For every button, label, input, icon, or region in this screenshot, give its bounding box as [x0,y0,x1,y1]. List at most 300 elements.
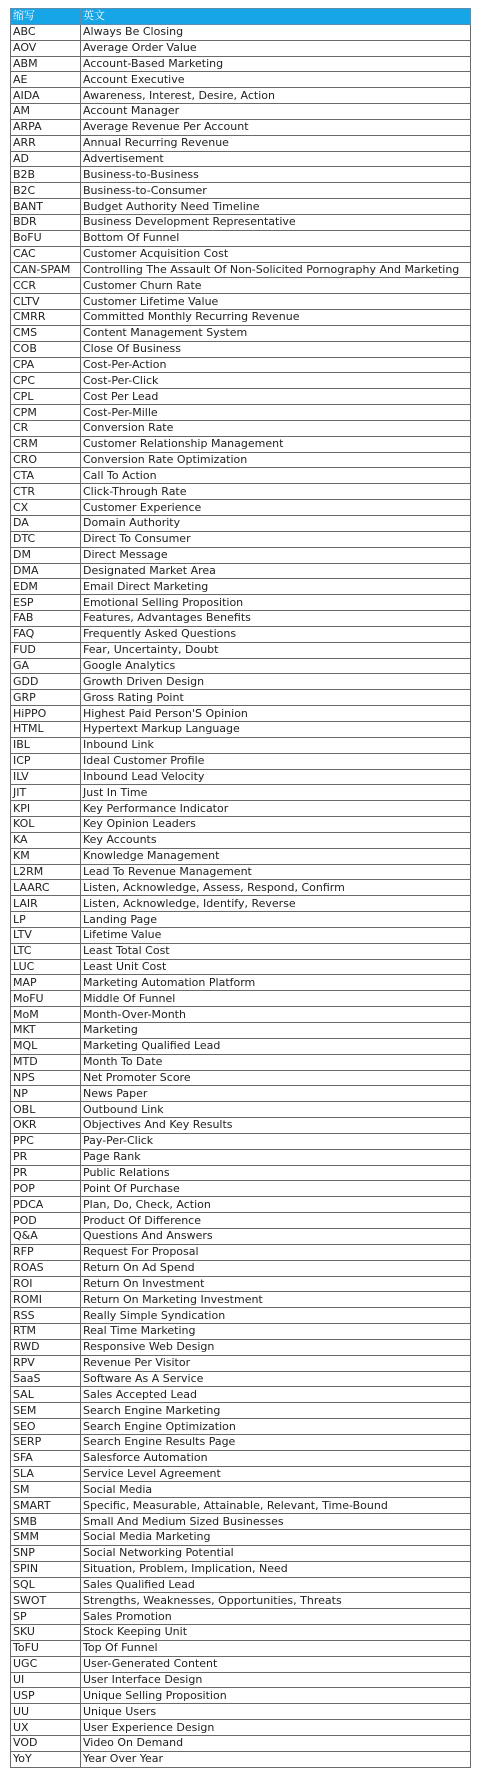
english-cell[interactable]: Knowledge Management [81,848,471,864]
english-cell[interactable]: Video On Demand [81,1735,471,1751]
abbreviation-cell[interactable]: B2C [11,183,81,199]
table-row [11,1324,471,1340]
english-cell[interactable]: Business-to-Consumer [81,183,471,199]
abbreviation-cell[interactable]: POP [11,1181,81,1197]
table-row [11,500,471,516]
english-cell[interactable]: Annual Recurring Revenue [81,135,471,151]
table-row [11,864,471,880]
abbreviation-cell[interactable]: UU [11,1704,81,1720]
abbreviation-cell[interactable]: SLA [11,1466,81,1482]
english-cell[interactable]: Sales Qualified Lead [81,1577,471,1593]
abbreviation-cell[interactable]: CLTV [11,294,81,310]
table-row [11,151,471,167]
abbreviation-cell[interactable]: KM [11,848,81,864]
english-cell[interactable]: Ideal Customer Profile [81,753,471,769]
table-row [11,1419,471,1435]
english-cell[interactable]: Unique Selling Proposition [81,1688,471,1704]
abbreviation-cell[interactable]: BoFU [11,230,81,246]
english-cell[interactable]: Sales Promotion [81,1609,471,1625]
english-cell[interactable]: Salesforce Automation [81,1450,471,1466]
english-cell[interactable]: Committed Monthly Recurring Revenue [81,310,471,326]
abbreviation-cell[interactable]: DA [11,516,81,532]
table-row [11,1308,471,1324]
table-row [11,135,471,151]
english-cell[interactable]: Direct To Consumer [81,531,471,547]
table-row [11,611,471,627]
english-cell[interactable]: Year Over Year [81,1751,471,1767]
table-row [11,24,471,40]
abbreviation-cell[interactable]: CAN-SPAM [11,262,81,278]
table-row [11,1625,471,1641]
english-cell[interactable]: Call To Action [81,468,471,484]
english-cell[interactable]: Account-Based Marketing [81,56,471,72]
table-row [11,262,471,278]
table-row [11,1339,471,1355]
english-cell[interactable]: Least Total Cost [81,943,471,959]
abbreviation-cell[interactable]: AIDA [11,88,81,104]
abbreviation-cell[interactable]: RFP [11,1244,81,1260]
abbreviation-cell[interactable]: LTV [11,927,81,943]
english-cell[interactable]: Marketing Automation Platform [81,975,471,991]
english-cell[interactable]: Month To Date [81,1054,471,1070]
abbreviation-cell[interactable]: ROMI [11,1292,81,1308]
abbreviation-cell[interactable]: RPV [11,1355,81,1371]
abbreviation-cell[interactable]: SQL [11,1577,81,1593]
english-cell[interactable]: Really Simple Syndication [81,1308,471,1324]
table-row [11,1149,471,1165]
abbreviation-cell[interactable]: CPC [11,373,81,389]
abbreviation-cell[interactable]: CX [11,500,81,516]
abbreviation-cell[interactable]: AM [11,104,81,120]
table-row [11,357,471,373]
abbreviation-cell[interactable]: KPI [11,801,81,817]
english-cell[interactable]: Strengths, Weaknesses, Opportunities, Threats [81,1593,471,1609]
english-cell[interactable]: Unique Users [81,1704,471,1720]
english-cell[interactable]: Average Revenue Per Account [81,119,471,135]
english-cell[interactable]: Lead To Revenue Management [81,864,471,880]
table-row [11,1656,471,1672]
table-row [11,325,471,341]
abbreviation-cell[interactable]: HTML [11,721,81,737]
table-row [11,896,471,912]
english-cell[interactable]: Return On Investment [81,1276,471,1292]
abbreviation-cell[interactable]: PPC [11,1133,81,1149]
english-cell[interactable]: Pay-Per-Click [81,1133,471,1149]
table-row [11,943,471,959]
table-row [11,1640,471,1656]
table-row [11,753,471,769]
abbreviation-cell[interactable]: ESP [11,595,81,611]
english-cell[interactable]: Point Of Purchase [81,1181,471,1197]
abbreviation-cell[interactable]: MTD [11,1054,81,1070]
english-cell[interactable]: Cost-Per-Mille [81,405,471,421]
english-cell[interactable]: Always Be Closing [81,24,471,40]
abbreviation-cell[interactable]: FAQ [11,626,81,642]
table-row [11,737,471,753]
table-row [11,278,471,294]
english-cell[interactable]: Awareness, Interest, Desire, Action [81,88,471,104]
abbreviation-cell[interactable]: PDCA [11,1197,81,1213]
table-row [11,246,471,262]
english-cell[interactable]: Top Of Funnel [81,1640,471,1656]
abbreviation-cell[interactable]: SERP [11,1434,81,1450]
glossary-sheet [10,8,470,1768]
abbreviation-cell[interactable]: CCR [11,278,81,294]
english-cell[interactable]: Customer Churn Rate [81,278,471,294]
english-cell[interactable]: News Paper [81,1086,471,1102]
english-cell[interactable]: Situation, Problem, Implication, Need [81,1561,471,1577]
english-cell[interactable]: Key Accounts [81,832,471,848]
abbreviation-cell[interactable]: NP [11,1086,81,1102]
english-cell[interactable]: Conversion Rate [81,420,471,436]
abbreviation-cell[interactable]: MKT [11,1023,81,1039]
abbreviation-cell[interactable]: RSS [11,1308,81,1324]
abbreviation-cell[interactable]: LAIR [11,896,81,912]
english-cell[interactable]: Middle Of Funnel [81,991,471,1007]
english-cell[interactable]: Landing Page [81,912,471,928]
abbreviation-cell[interactable]: SP [11,1609,81,1625]
abbreviation-cell[interactable]: CTA [11,468,81,484]
english-cell[interactable]: Cost Per Lead [81,389,471,405]
abbreviation-cell[interactable]: PR [11,1165,81,1181]
table-row [11,579,471,595]
english-cell[interactable]: Inbound Lead Velocity [81,769,471,785]
abbreviation-cell[interactable]: BANT [11,199,81,215]
english-cell[interactable]: Growth Driven Design [81,674,471,690]
abbreviation-cell[interactable]: CPL [11,389,81,405]
table-row [11,547,471,563]
table-row [11,1688,471,1704]
english-cell[interactable]: Customer Relationship Management [81,436,471,452]
abbreviation-cell[interactable]: SKU [11,1625,81,1641]
table-row [11,183,471,199]
abbreviation-cell[interactable]: CRO [11,452,81,468]
english-cell[interactable]: Fear, Uncertainty, Doubt [81,642,471,658]
table-row [11,1672,471,1688]
abbreviation-cell[interactable]: ROI [11,1276,81,1292]
english-cell[interactable]: Social Networking Potential [81,1545,471,1561]
english-cell[interactable]: Cost-Per-Action [81,357,471,373]
abbreviation-cell[interactable]: ILV [11,769,81,785]
table-row [11,1102,471,1118]
table-row [11,1165,471,1181]
table-row [11,626,471,642]
table-row [11,927,471,943]
english-cell[interactable]: Social Media Marketing [81,1530,471,1546]
abbreviation-cell[interactable]: GDD [11,674,81,690]
english-cell[interactable]: Marketing [81,1023,471,1039]
english-cell[interactable]: Lifetime Value [81,927,471,943]
english-cell[interactable]: Conversion Rate Optimization [81,452,471,468]
english-cell[interactable]: Business-to-Business [81,167,471,183]
table-row [11,104,471,120]
english-cell[interactable]: Social Media [81,1482,471,1498]
abbreviation-cell[interactable]: GA [11,658,81,674]
table-row [11,1609,471,1625]
table-row [11,1434,471,1450]
table-row [11,658,471,674]
abbreviation-cell[interactable]: UX [11,1720,81,1736]
table-row [11,1577,471,1593]
english-cell[interactable]: Email Direct Marketing [81,579,471,595]
english-cell[interactable]: Highest Paid Person'S Opinion [81,706,471,722]
table-row [11,785,471,801]
abbreviation-cell[interactable]: OKR [11,1118,81,1134]
abbreviation-cell[interactable]: MAP [11,975,81,991]
table-row [11,468,471,484]
table-row [11,310,471,326]
english-cell[interactable]: Marketing Qualified Lead [81,1038,471,1054]
abbreviation-cell[interactable]: FAB [11,611,81,627]
table-row [11,40,471,56]
abbreviation-cell[interactable]: JIT [11,785,81,801]
abbreviation-cell[interactable]: SMB [11,1514,81,1530]
english-cell[interactable]: Features, Advantages Benefits [81,611,471,627]
english-cell[interactable]: Budget Authority Need Timeline [81,199,471,215]
abbreviation-cell[interactable]: ICP [11,753,81,769]
table-row [11,1118,471,1134]
english-cell[interactable]: Key Opinion Leaders [81,817,471,833]
english-cell[interactable]: Return On Marketing Investment [81,1292,471,1308]
abbreviation-cell[interactable]: MQL [11,1038,81,1054]
english-cell[interactable]: Business Development Representative [81,214,471,230]
abbreviation-cell[interactable]: ARR [11,135,81,151]
abbreviation-cell[interactable]: YoY [11,1751,81,1767]
english-cell[interactable]: Public Relations [81,1165,471,1181]
english-cell[interactable]: Service Level Agreement [81,1466,471,1482]
table-row [11,1593,471,1609]
abbreviation-cell[interactable]: AE [11,72,81,88]
abbreviation-cell[interactable]: NPS [11,1070,81,1086]
english-cell[interactable]: Page Rank [81,1149,471,1165]
table-body [11,24,471,1767]
abbreviation-cell[interactable]: CMRR [11,310,81,326]
english-cell[interactable]: Small And Medium Sized Businesses [81,1514,471,1530]
table-row [11,690,471,706]
header-row [11,9,471,25]
english-cell[interactable]: Designated Market Area [81,563,471,579]
table-row [11,1751,471,1767]
english-cell[interactable]: Controlling The Assault Of Non-Solicited Pornography And Marketing [81,262,471,278]
english-cell[interactable]: Objectives And Key Results [81,1118,471,1134]
table-row [11,801,471,817]
english-cell[interactable]: Advertisement [81,151,471,167]
english-cell[interactable]: Month-Over-Month [81,1007,471,1023]
abbreviation-cell[interactable]: B2B [11,167,81,183]
abbreviation-cell[interactable]: FUD [11,642,81,658]
abbreviation-cell[interactable]: LUC [11,959,81,975]
abbreviation-cell[interactable]: ToFU [11,1640,81,1656]
abbreviation-cell[interactable]: GRP [11,690,81,706]
english-cell[interactable]: Customer Lifetime Value [81,294,471,310]
english-cell[interactable]: Plan, Do, Check, Action [81,1197,471,1213]
abbreviation-cell[interactable]: SM [11,1482,81,1498]
abbreviation-cell[interactable]: ABM [11,56,81,72]
abbreviation-cell[interactable]: SPIN [11,1561,81,1577]
abbreviation-cell[interactable]: IBL [11,737,81,753]
abbreviation-cell[interactable]: CPM [11,405,81,421]
english-cell[interactable]: Emotional Selling Proposition [81,595,471,611]
english-cell[interactable]: Net Promoter Score [81,1070,471,1086]
table-row [11,1260,471,1276]
abbreviation-cell[interactable]: LP [11,912,81,928]
table-row [11,294,471,310]
english-cell[interactable]: Customer Experience [81,500,471,516]
abbreviation-cell[interactable]: AOV [11,40,81,56]
english-cell[interactable]: Request For Proposal [81,1244,471,1260]
table-row [11,436,471,452]
table-row [11,769,471,785]
abbreviation-cell[interactable]: OBL [11,1102,81,1118]
abbreviation-cell[interactable]: HiPPO [11,706,81,722]
header-english[interactable]: 英文 [81,9,471,25]
abbreviation-cell[interactable]: RWD [11,1339,81,1355]
table-row [11,959,471,975]
table-row [11,912,471,928]
english-cell[interactable]: Hypertext Markup Language [81,721,471,737]
abbreviation-cell[interactable]: BDR [11,214,81,230]
abbreviation-cell[interactable]: SaaS [11,1371,81,1387]
abbreviation-cell[interactable]: SFA [11,1450,81,1466]
english-cell[interactable]: Revenue Per Visitor [81,1355,471,1371]
abbreviation-cell[interactable]: VOD [11,1735,81,1751]
english-cell[interactable]: Sales Accepted Lead [81,1387,471,1403]
abbreviation-cell[interactable]: MoM [11,1007,81,1023]
english-cell[interactable]: Domain Authority [81,516,471,532]
english-cell[interactable]: Search Engine Optimization [81,1419,471,1435]
abbreviation-cell[interactable]: DMA [11,563,81,579]
table-row [11,563,471,579]
english-cell[interactable]: Listen, Acknowledge, Identify, Reverse [81,896,471,912]
abbreviation-cell[interactable]: CMS [11,325,81,341]
table-row [11,1007,471,1023]
abbreviation-cell[interactable]: CR [11,420,81,436]
english-cell[interactable]: Customer Acquisition Cost [81,246,471,262]
abbreviation-cell[interactable]: ABC [11,24,81,40]
abbreviation-cell[interactable]: SAL [11,1387,81,1403]
english-cell[interactable]: Content Management System [81,325,471,341]
abbreviation-cell[interactable]: POD [11,1213,81,1229]
english-cell[interactable]: Responsive Web Design [81,1339,471,1355]
english-cell[interactable]: Real Time Marketing [81,1324,471,1340]
abbreviation-cell[interactable]: CRM [11,436,81,452]
abbreviation-cell[interactable]: PR [11,1149,81,1165]
abbreviation-cell[interactable]: ARPA [11,119,81,135]
abbreviation-cell[interactable]: RTM [11,1324,81,1340]
header-abbreviation[interactable]: 缩写 [11,9,81,25]
abbreviation-cell[interactable]: EDM [11,579,81,595]
table-row [11,1561,471,1577]
abbreviation-cell[interactable]: Q&A [11,1228,81,1244]
abbreviation-cell[interactable]: CPA [11,357,81,373]
english-cell[interactable]: Return On Ad Spend [81,1260,471,1276]
english-cell[interactable]: Account Executive [81,72,471,88]
table-row [11,88,471,104]
english-cell[interactable]: Average Order Value [81,40,471,56]
table-row [11,484,471,500]
table-row [11,975,471,991]
english-cell[interactable]: Just In Time [81,785,471,801]
abbreviation-cell[interactable]: LAARC [11,880,81,896]
abbreviation-cell[interactable]: SNP [11,1545,81,1561]
abbreviation-cell[interactable]: L2RM [11,864,81,880]
table-row [11,991,471,1007]
abbreviation-cell[interactable]: SMM [11,1530,81,1546]
abbreviation-cell[interactable]: CAC [11,246,81,262]
table-row [11,1450,471,1466]
table-row [11,1086,471,1102]
abbreviation-cell[interactable]: AD [11,151,81,167]
abbreviation-cell[interactable]: CTR [11,484,81,500]
abbreviation-cell[interactable]: SMART [11,1498,81,1514]
english-cell[interactable]: Search Engine Marketing [81,1403,471,1419]
english-cell[interactable]: Inbound Link [81,737,471,753]
english-cell[interactable]: User-Generated Content [81,1656,471,1672]
table-row [11,214,471,230]
abbreviation-cell[interactable]: DM [11,547,81,563]
english-cell[interactable]: Search Engine Results Page [81,1434,471,1450]
english-cell[interactable]: Close Of Business [81,341,471,357]
table-row [11,1292,471,1308]
table-row [11,1054,471,1070]
english-cell[interactable]: Listen, Acknowledge, Assess, Respond, Confirm [81,880,471,896]
english-cell[interactable]: Google Analytics [81,658,471,674]
english-cell[interactable]: Bottom Of Funnel [81,230,471,246]
table-row [11,341,471,357]
abbreviation-cell[interactable]: SEO [11,1419,81,1435]
english-cell[interactable]: Gross Rating Point [81,690,471,706]
english-cell[interactable]: Least Unit Cost [81,959,471,975]
abbreviation-cell[interactable]: USP [11,1688,81,1704]
abbreviation-cell[interactable]: MoFU [11,991,81,1007]
english-cell[interactable]: Software As A Service [81,1371,471,1387]
english-cell[interactable]: User Experience Design [81,1720,471,1736]
english-cell[interactable]: Frequently Asked Questions [81,626,471,642]
abbreviation-cell[interactable]: SWOT [11,1593,81,1609]
table-row [11,642,471,658]
english-cell[interactable]: Product Of Difference [81,1213,471,1229]
english-cell[interactable]: Cost-Per-Click [81,373,471,389]
table-row [11,230,471,246]
english-cell[interactable]: User Interface Design [81,1672,471,1688]
abbreviation-cell[interactable]: KA [11,832,81,848]
table-row [11,1704,471,1720]
english-cell[interactable]: Direct Message [81,547,471,563]
table-row [11,72,471,88]
english-cell[interactable]: Questions And Answers [81,1228,471,1244]
english-cell[interactable]: Key Performance Indicator [81,801,471,817]
english-cell[interactable]: Specific, Measurable, Attainable, Relevant, Time-Bound [81,1498,471,1514]
english-cell[interactable]: Outbound Link [81,1102,471,1118]
abbreviation-cell[interactable]: COB [11,341,81,357]
english-cell[interactable]: Click-Through Rate [81,484,471,500]
abbreviation-cell[interactable]: ROAS [11,1260,81,1276]
abbreviation-cell[interactable]: SEM [11,1403,81,1419]
english-cell[interactable]: Account Manager [81,104,471,120]
abbreviation-cell[interactable]: DTC [11,531,81,547]
glossary-table [10,8,471,1768]
table-row [11,1023,471,1039]
table-row [11,1735,471,1751]
english-cell[interactable]: Stock Keeping Unit [81,1625,471,1641]
abbreviation-cell[interactable]: UGC [11,1656,81,1672]
abbreviation-cell[interactable]: KOL [11,817,81,833]
abbreviation-cell[interactable]: LTC [11,943,81,959]
abbreviation-cell[interactable]: UI [11,1672,81,1688]
table-row [11,452,471,468]
table-row [11,1530,471,1546]
table-row [11,199,471,215]
